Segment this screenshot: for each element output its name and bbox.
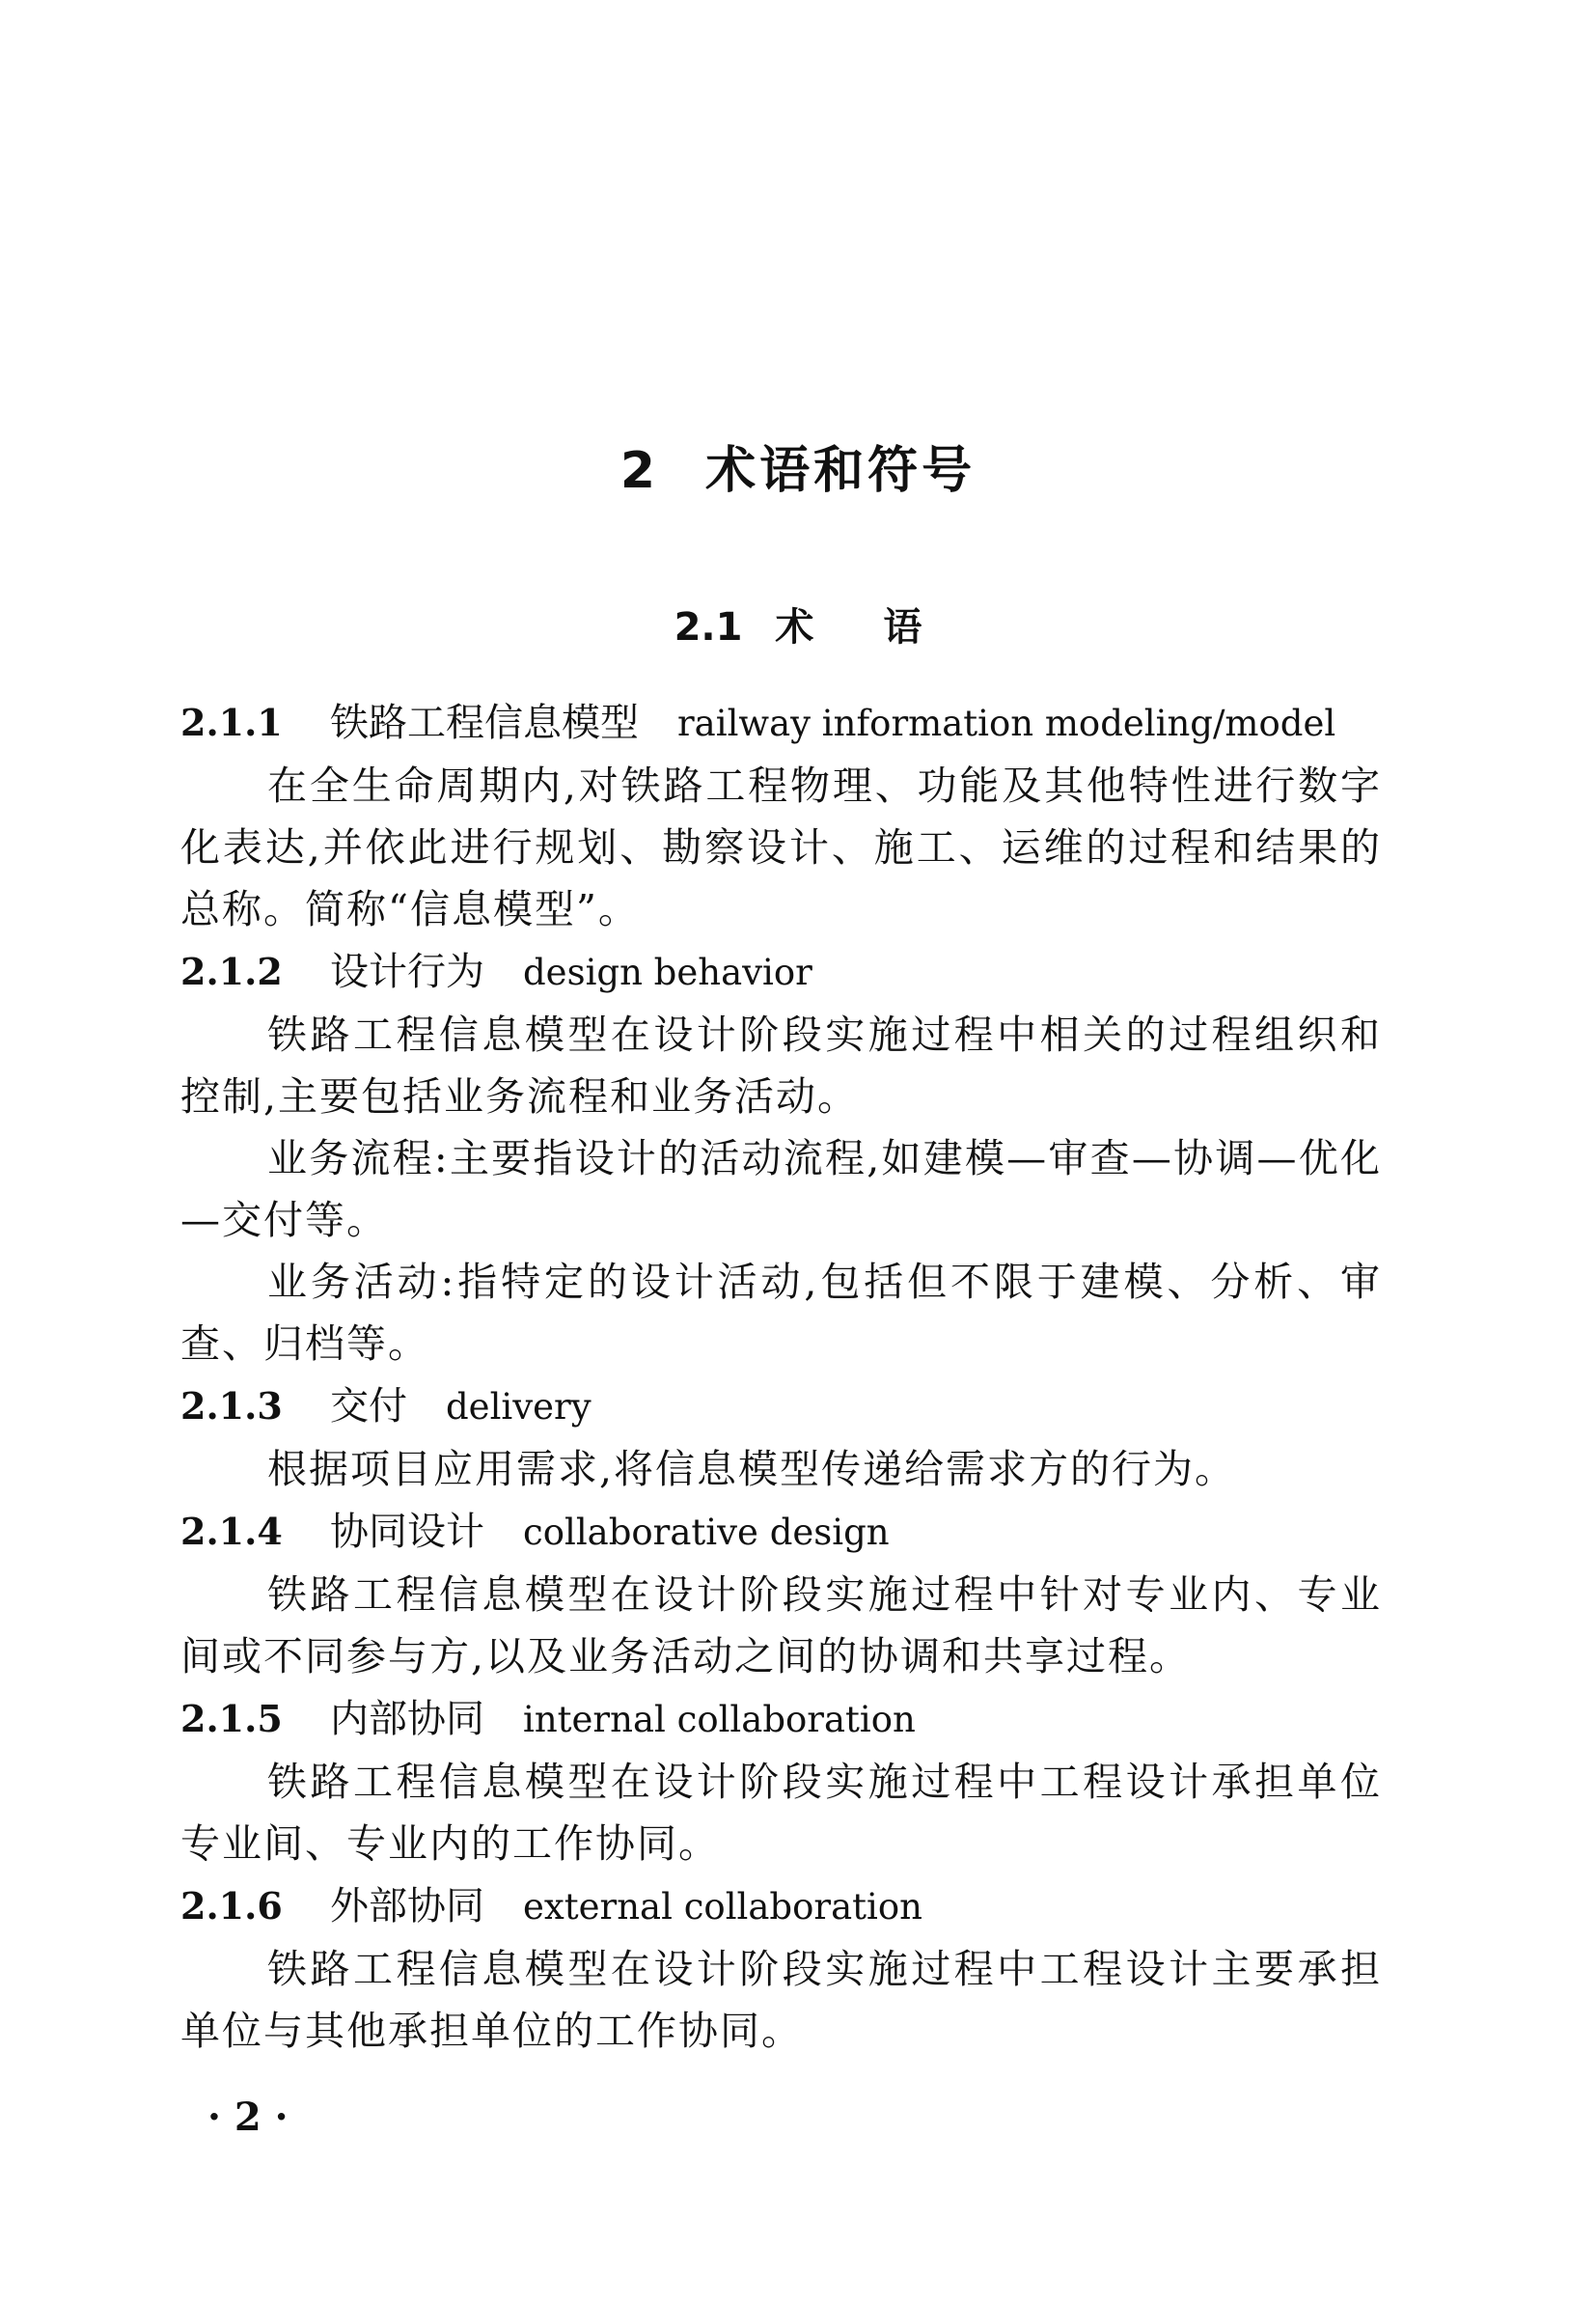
term-heading (180, 1874, 1382, 1938)
term-entry (180, 940, 1382, 1374)
term-definition: 铁路工程信息模型在设计阶段实施过程中工程设计承担单位专业间、专业内的工作协同。 (180, 1759, 1382, 1867)
term-entry (180, 691, 1382, 940)
term-code: 2.1.3 (180, 1384, 283, 1428)
term-chinese: 交付 (330, 1384, 407, 1429)
chapter-number: 2 (619, 442, 660, 500)
section-title-char-1: 术 (775, 605, 814, 650)
term-code: 2.1.1 (180, 701, 283, 744)
terms-body (180, 691, 1382, 2062)
section-number: 2.1 (674, 605, 743, 650)
term-entry (180, 1874, 1382, 2062)
term-english: railway information modeling/model (677, 703, 1336, 744)
term-definition: 根据项目应用需求,将信息模型传递给需求方的行为。 (267, 1446, 1237, 1492)
term-code: 2.1.4 (180, 1510, 283, 1553)
chapter-title-text: 术语和符号 (705, 442, 977, 500)
term-code: 2.1.6 (180, 1884, 283, 1928)
term-definition: 在全生命周期内,对铁路工程物理、功能及其他特性进行数字化表达,并依此进行规划、勘察设计、施工、运维的过程和结果的总称。简称“信息模型”。 (180, 763, 1382, 932)
section-title-char-2: 语 (883, 605, 922, 650)
term-chinese: 协同设计 (330, 1510, 484, 1554)
term-chinese: 设计行为 (330, 950, 484, 994)
term-code: 2.1.5 (180, 1697, 283, 1740)
term-heading (180, 940, 1382, 1004)
term-heading (180, 1374, 1382, 1438)
term-definition: 铁路工程信息模型在设计阶段实施过程中针对专业内、专业间或不同参与方,以及业务活动之间的协调和共享过程。 (180, 1571, 1382, 1679)
term-english: external collaboration (523, 1886, 922, 1928)
chapter-title (0, 430, 1596, 502)
term-english: delivery (446, 1386, 592, 1428)
term-chinese: 内部协同 (330, 1697, 484, 1741)
term-definition-flow: 业务流程:主要指设计的活动流程,如建模—审查—协调—优化—交付等。 (180, 1135, 1382, 1243)
term-english: design behavior (523, 952, 812, 993)
term-definition: 铁路工程信息模型在设计阶段实施过程中相关的过程组织和控制,主要包括业务流程和业务活动。 (180, 1012, 1382, 1120)
term-definition-activity: 业务活动:指特定的设计活动,包括但不限于建模、分析、审查、归档等。 (180, 1259, 1382, 1367)
term-entry (180, 1687, 1382, 1874)
term-heading (180, 1687, 1382, 1751)
term-heading (180, 1500, 1382, 1564)
term-code: 2.1.2 (180, 950, 283, 993)
section-title (0, 597, 1596, 652)
term-chinese: 铁路工程信息模型 (330, 701, 639, 745)
term-definition: 铁路工程信息模型在设计阶段实施过程中工程设计主要承担单位与其他承担单位的工作协同。 (180, 1946, 1382, 2054)
term-chinese: 外部协同 (330, 1884, 484, 1928)
term-english: internal collaboration (523, 1699, 916, 1740)
term-english: collaborative design (523, 1512, 890, 1553)
term-entry (180, 1500, 1382, 1687)
page-number: · 2 · (207, 2095, 289, 2140)
term-heading (180, 691, 1382, 755)
term-entry (180, 1374, 1382, 1500)
